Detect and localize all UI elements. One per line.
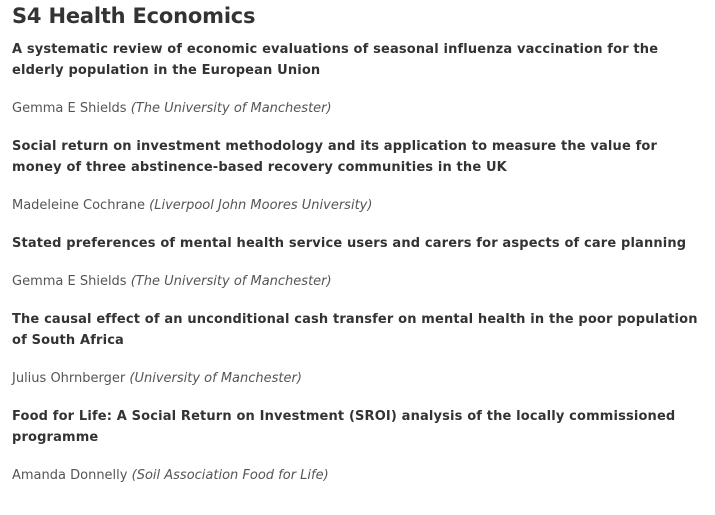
paper-entry	[12, 233, 705, 292]
author-line	[12, 369, 705, 389]
paper-title[interactable]: A systematic review of economic evaluations of seasonal influenza vaccination for the elderly population in the European Union	[12, 42, 659, 78]
author-affiliation: (Soil Association Food for Life)	[131, 468, 329, 483]
author-line	[12, 466, 705, 486]
paper-title[interactable]: Social return on investment methodology and its application to measure the value for money of three abstinence-based recovery communities in the UK	[12, 139, 658, 175]
paper-entry	[12, 309, 705, 389]
author-affiliation: (The University of Manchester)	[130, 101, 332, 116]
author-affiliation: (University of Manchester)	[129, 371, 302, 386]
paper-title[interactable]: Food for Life: A Social Return on Investment (SROI) analysis of the locally commissioned programme	[12, 409, 676, 445]
paper-entry	[12, 136, 705, 216]
author-name: Amanda Donnelly	[12, 468, 128, 483]
author-line	[12, 99, 705, 119]
author-name: Julius Ohrnberger	[12, 371, 126, 386]
paper-entry	[12, 39, 705, 119]
paper-title[interactable]: Stated preferences of mental health service users and carers for aspects of care planning	[12, 236, 687, 251]
author-line	[12, 196, 705, 216]
author-line	[12, 272, 705, 292]
session-title: S4 Health Economics	[12, 4, 256, 28]
author-name: Madeleine Cochrane	[12, 198, 145, 213]
paper-entry	[12, 406, 705, 486]
author-name: Gemma E Shields	[12, 101, 127, 116]
author-affiliation: (The University of Manchester)	[130, 274, 332, 289]
author-affiliation: (Liverpool John Moores University)	[149, 198, 373, 213]
paper-title[interactable]: The causal effect of an unconditional cash transfer on mental health in the poor population of South Africa	[12, 312, 698, 348]
author-name: Gemma E Shields	[12, 274, 127, 289]
